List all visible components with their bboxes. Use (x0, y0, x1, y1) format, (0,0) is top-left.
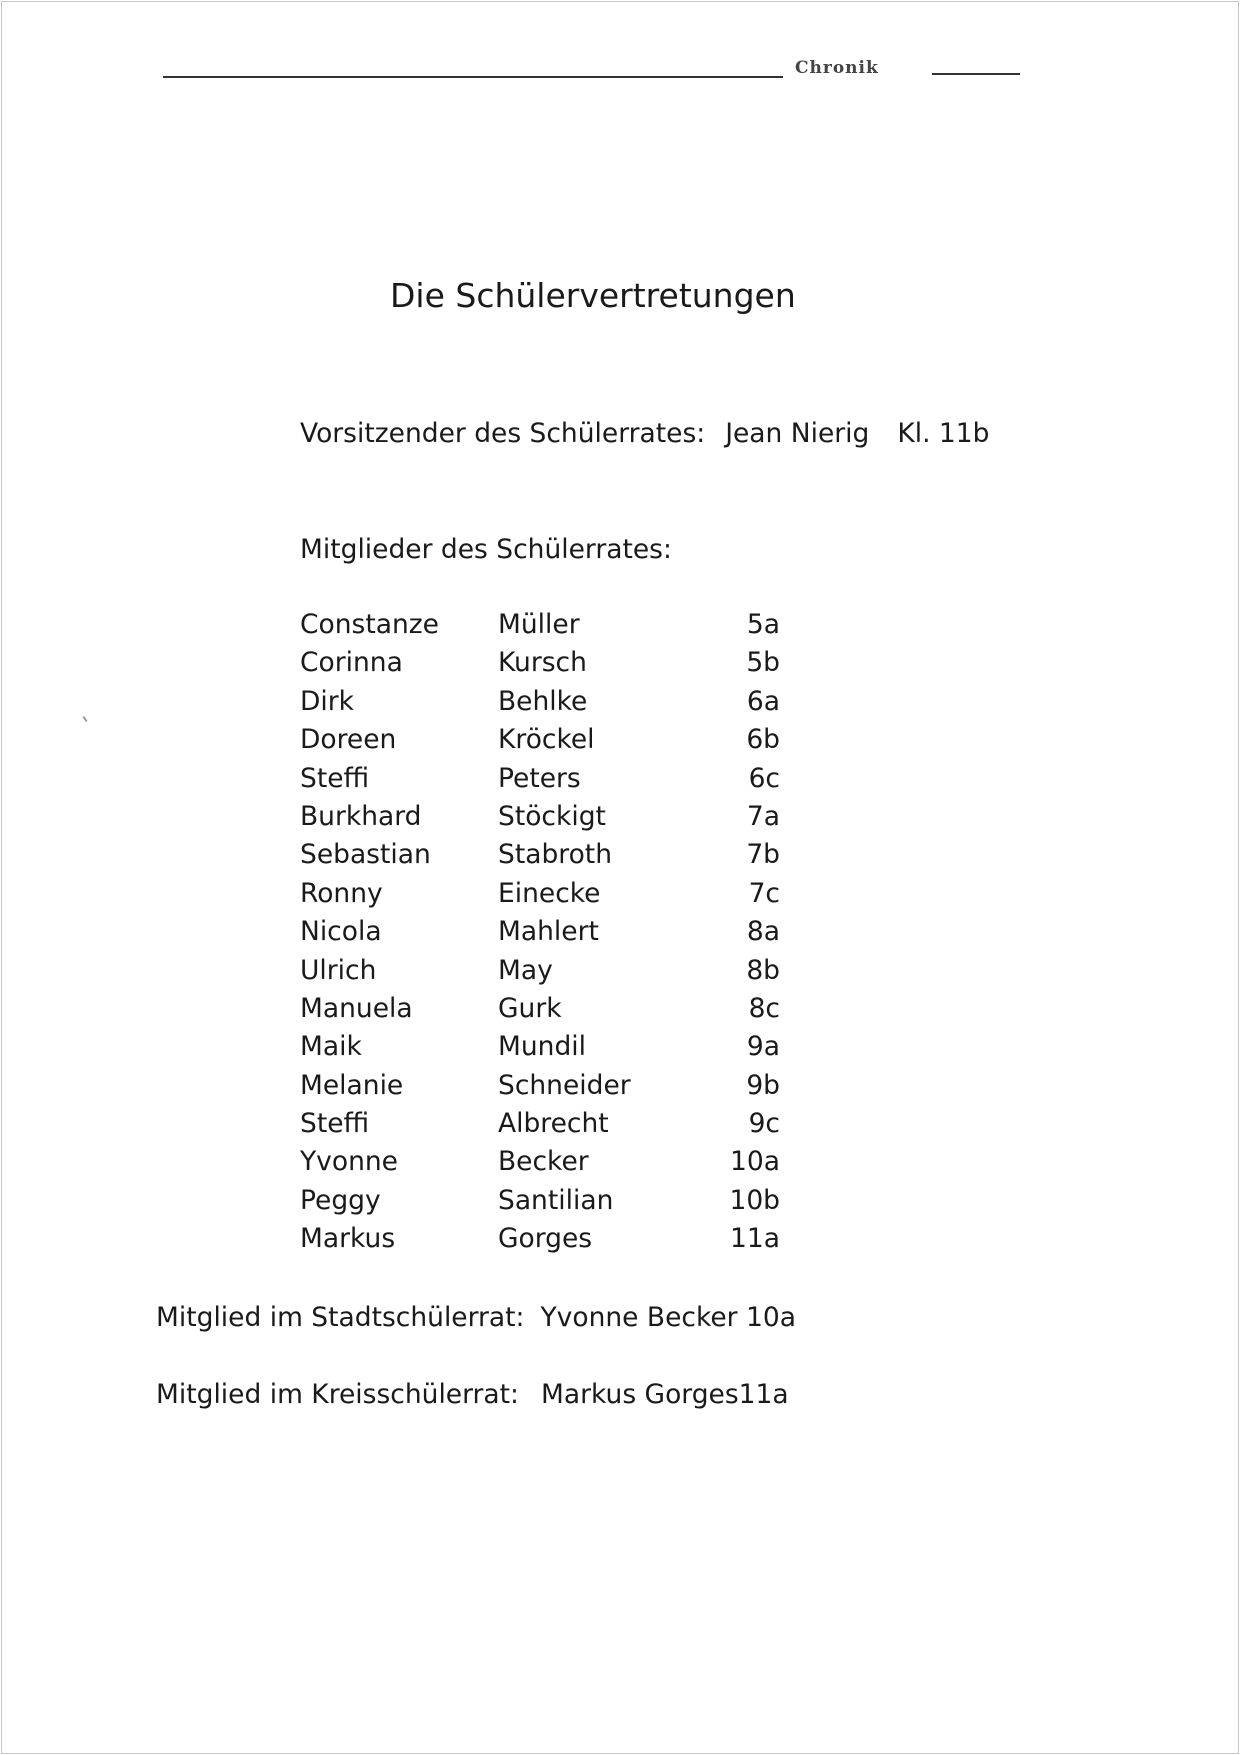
member-first-name: Steffi (300, 762, 370, 794)
city-council-value: Yvonne Becker 10a (540, 1302, 796, 1333)
member-first-name: Dirk (300, 685, 355, 717)
member-last-name: Peters (498, 762, 581, 794)
chair-label: Vorsitzender des Schülerrates: (300, 418, 706, 449)
member-class: 5b (746, 647, 780, 679)
member-first-name: Constanze (300, 609, 439, 640)
member-first-name: Corinna (300, 647, 403, 679)
member-last-name: Mahlert (498, 916, 599, 948)
member-first-name: Doreen (300, 724, 397, 756)
member-first-name: Burkhard (300, 800, 422, 832)
member-first-name: Ronny (300, 877, 383, 909)
header-rule-left (163, 76, 783, 78)
member-class: 6c (748, 762, 780, 794)
member-first-name: Ulrich (300, 954, 377, 986)
member-class: 8b (746, 954, 780, 986)
member-class: 9b (746, 1069, 780, 1101)
header-rule-right (932, 73, 1020, 75)
district-council-label: Mitglied im Kreisschülerrat: (156, 1379, 519, 1410)
page-border (1, 1, 1239, 1754)
member-first-name: Manuela (300, 992, 413, 1024)
page-title: Die Schülervertretungen (390, 276, 796, 315)
header-section-label: Chronik (795, 58, 879, 78)
member-class: 7b (746, 839, 780, 871)
member-last-name: Gorges (498, 1223, 593, 1255)
member-last-name: Albrecht (498, 1108, 609, 1140)
chair-line (300, 418, 989, 449)
member-last-name: Stabroth (498, 839, 612, 871)
member-class: 5a (746, 609, 780, 640)
chair-name: Jean Nierig (725, 418, 870, 449)
district-council-line (156, 1379, 789, 1410)
member-class: 8c (748, 992, 780, 1024)
member-first-name: Peggy (300, 1184, 381, 1216)
member-first-name: Steffi (300, 1108, 370, 1140)
member-last-name: Mundil (498, 1031, 587, 1063)
member-class: 11a (730, 1223, 780, 1255)
member-last-name: Einecke (498, 877, 601, 909)
member-first-name: Melanie (300, 1069, 404, 1101)
member-first-name: Sebastian (300, 839, 431, 871)
member-last-name: Müller (498, 609, 580, 640)
member-last-name: Santilian (498, 1184, 614, 1216)
member-class: 6a (746, 685, 780, 717)
members-heading: Mitglieder des Schülerrates: (300, 534, 672, 565)
member-last-name: Kursch (498, 647, 587, 679)
member-last-name: Gurk (498, 992, 562, 1024)
member-last-name: Becker (498, 1146, 589, 1178)
member-class: 6b (746, 724, 780, 756)
member-first-name: Maik (300, 1031, 362, 1063)
city-council-label: Mitglied im Stadtschülerrat: (156, 1302, 525, 1333)
member-class: 9c (748, 1108, 780, 1140)
member-last-name: Kröckel (498, 724, 595, 756)
member-class: 7c (748, 877, 780, 909)
member-last-name: Schneider (498, 1069, 631, 1101)
member-first-name: Nicola (300, 916, 382, 948)
member-class: 10b (729, 1184, 780, 1216)
city-council-line (156, 1302, 796, 1333)
member-first-name: Yvonne (300, 1146, 398, 1178)
member-last-name: May (498, 954, 553, 986)
chair-class: Kl. 11b (897, 418, 990, 449)
member-class: 7a (746, 800, 780, 832)
member-class: 10a (730, 1146, 780, 1178)
member-class: 8a (746, 916, 780, 948)
district-council-value: Markus Gorges11a (541, 1379, 789, 1410)
member-last-name: Stöckigt (498, 800, 606, 832)
member-last-name: Behlke (498, 685, 588, 717)
member-class: 9a (746, 1031, 780, 1063)
member-first-name: Markus (300, 1223, 396, 1255)
